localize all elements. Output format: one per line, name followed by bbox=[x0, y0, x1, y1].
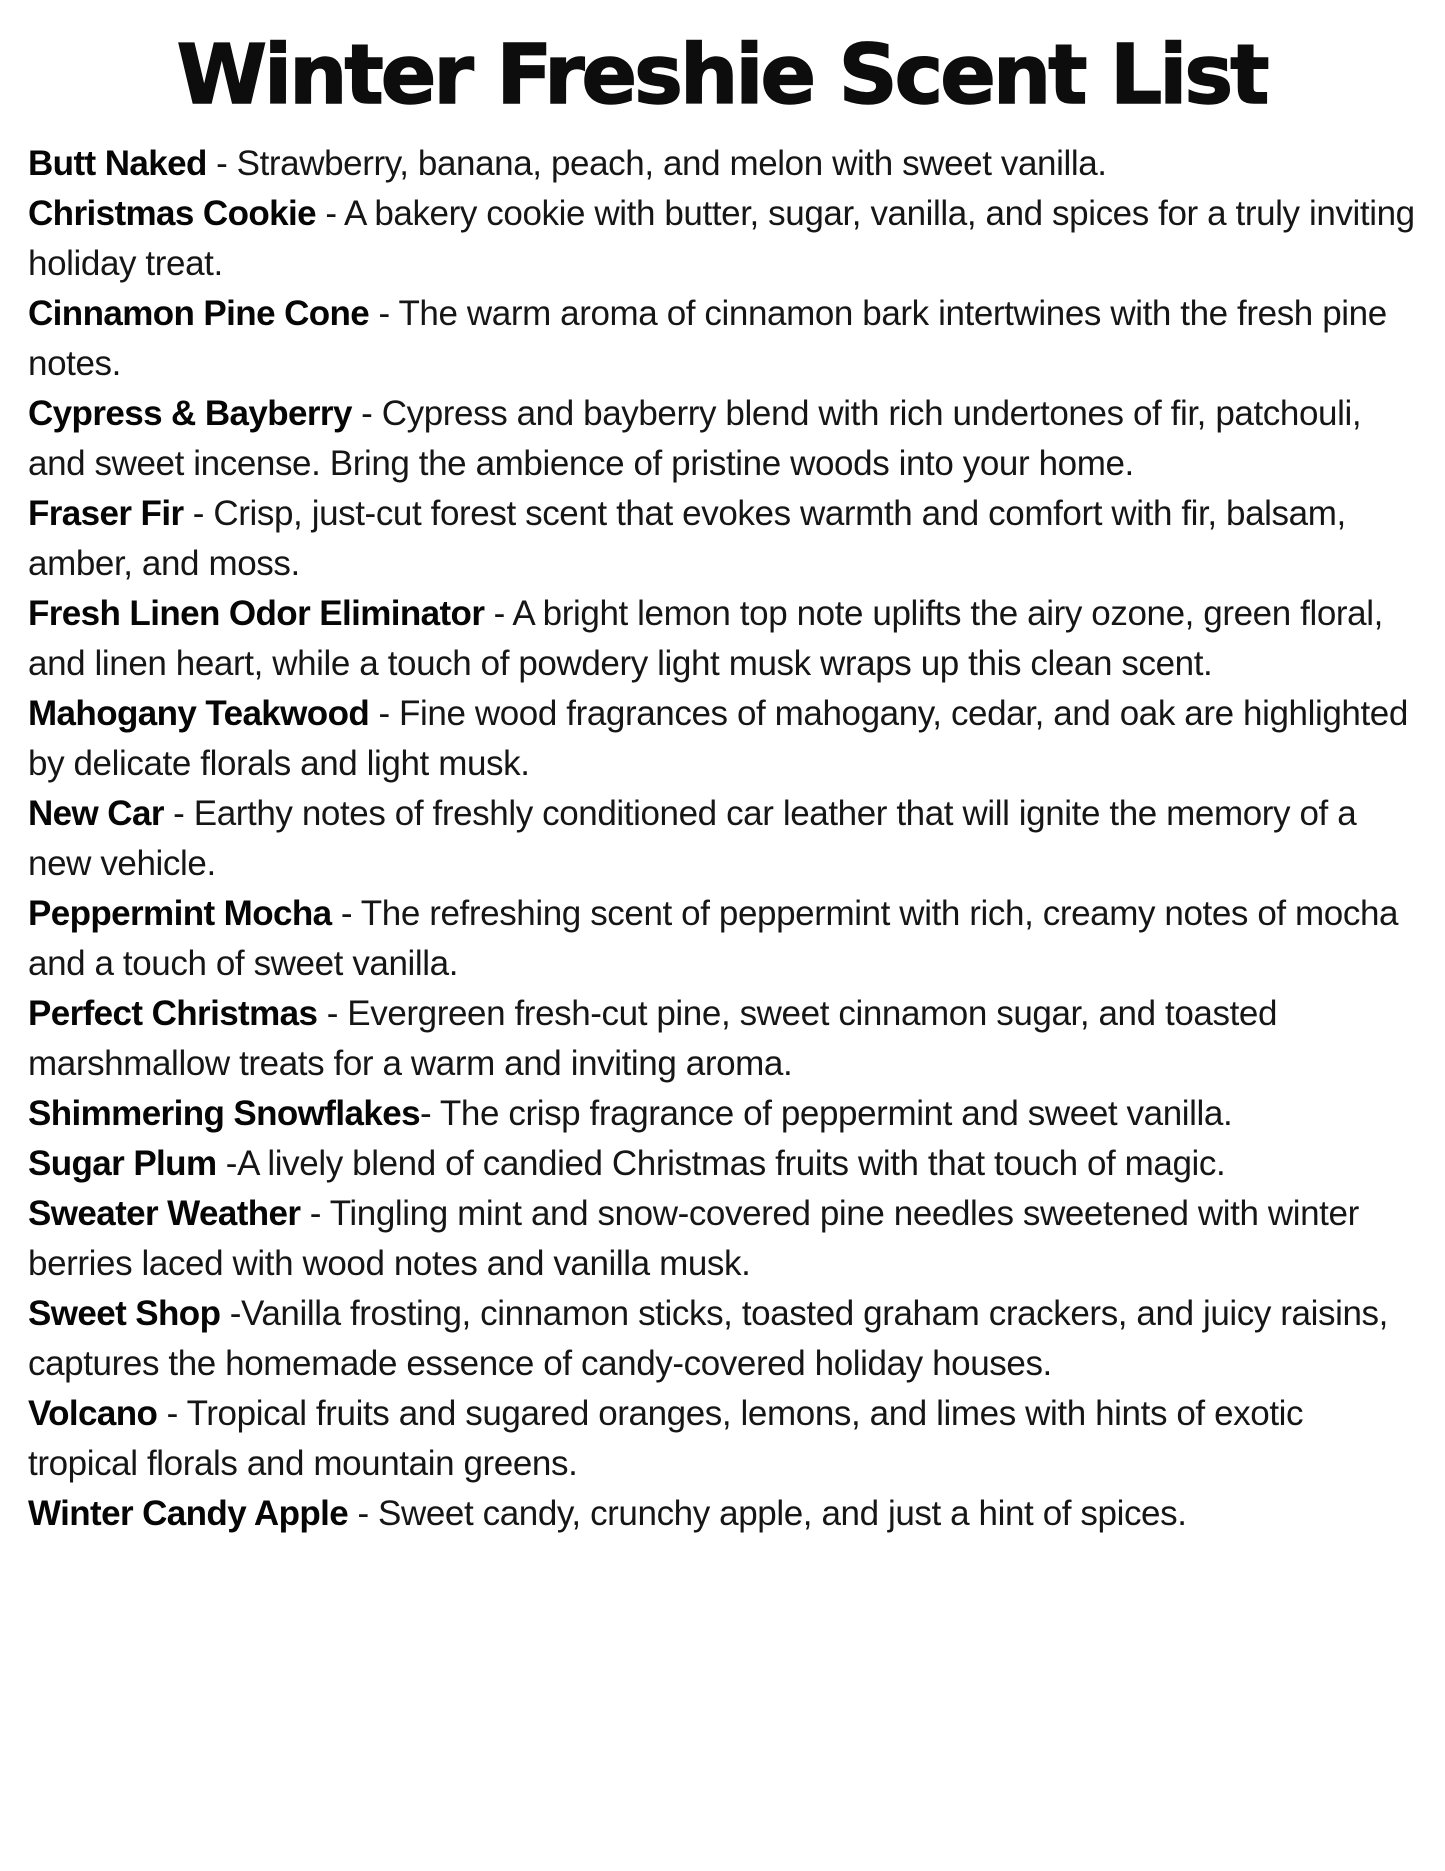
scent-description: Tingling mint and snow-covered pine needles sweetened with winter berries laced with wood notes and vanilla musk. bbox=[28, 1193, 1369, 1283]
scent-entry bbox=[28, 889, 1415, 989]
scent-description: A bright lemon top note uplifts the airy ozone, green floral, and linen heart, while a touch of powdery light musk wraps up this clean scent. bbox=[28, 593, 1393, 683]
scent-entry bbox=[28, 1289, 1415, 1389]
scent-list bbox=[28, 139, 1425, 1539]
scent-separator: - bbox=[484, 593, 513, 633]
scent-description: Tropical fruits and sugared oranges, lemons, and limes with hints of exotic tropical florals and mountain greens. bbox=[28, 1393, 1313, 1483]
scent-description: The refreshing scent of peppermint with rich, creamy notes of mocha and a touch of sweet vanilla. bbox=[28, 893, 1408, 983]
scent-description: Strawberry, banana, peach, and melon with sweet vanilla. bbox=[236, 143, 1107, 183]
scent-name: Perfect Christmas bbox=[28, 993, 318, 1033]
scent-description: Evergreen fresh-cut pine, sweet cinnamon sugar, and toasted marshmallow treats for a warm and inviting aroma. bbox=[28, 993, 1287, 1083]
scent-entry bbox=[28, 989, 1415, 1089]
scent-description: Sweet candy, crunchy apple, and just a hint of spices. bbox=[378, 1493, 1187, 1533]
scent-description: Earthy notes of freshly conditioned car leather that will ignite the memory of a new vehicle. bbox=[28, 793, 1366, 883]
scent-name: Volcano bbox=[28, 1393, 158, 1433]
scent-entry bbox=[28, 139, 1415, 189]
scent-separator: - bbox=[220, 1293, 241, 1333]
scent-separator: - bbox=[206, 143, 237, 183]
scent-description: Vanilla frosting, cinnamon sticks, toasted graham crackers, and juicy raisins, captures the homemade essence of candy-covered holiday houses. bbox=[28, 1293, 1398, 1383]
scent-separator: - bbox=[369, 293, 399, 333]
scent-entry bbox=[28, 1389, 1415, 1489]
scent-name: Christmas Cookie bbox=[28, 193, 316, 233]
scent-entry bbox=[28, 189, 1425, 289]
scent-description: A lively blend of candied Christmas fruits with that touch of magic. bbox=[237, 1143, 1226, 1183]
scent-description: The warm aroma of cinnamon bark intertwines with the fresh pine notes. bbox=[28, 293, 1397, 383]
scent-name: Sugar Plum bbox=[28, 1143, 217, 1183]
scent-separator: - bbox=[216, 1143, 238, 1183]
scent-separator: - bbox=[157, 1393, 187, 1433]
scent-entry bbox=[28, 1489, 1415, 1539]
scent-description: Cypress and bayberry blend with rich undertones of fir, patchouli, and sweet incense. Bring the ambience of pristine woods into your home. bbox=[28, 393, 1371, 483]
scent-entry bbox=[28, 589, 1415, 689]
scent-separator: - bbox=[300, 1193, 330, 1233]
scent-entry bbox=[28, 789, 1415, 889]
scent-description: Fine wood fragrances of mahogany, cedar, and oak are highlighted by delicate florals and light musk. bbox=[28, 693, 1418, 783]
scent-name: Winter Candy Apple bbox=[28, 1493, 349, 1533]
scent-separator: - bbox=[163, 793, 194, 833]
scent-name: New Car bbox=[28, 793, 164, 833]
scent-separator: - bbox=[351, 393, 382, 433]
scent-entry bbox=[28, 1139, 1415, 1189]
scent-name: Cinnamon Pine Cone bbox=[28, 293, 370, 333]
scent-separator: - bbox=[316, 193, 344, 233]
scent-separator: - bbox=[419, 1093, 440, 1133]
scent-separator: - bbox=[183, 493, 214, 533]
scent-name: Peppermint Mocha bbox=[28, 893, 332, 933]
scent-entry bbox=[28, 289, 1415, 389]
scent-name: Fraser Fir bbox=[28, 493, 184, 533]
scent-name: Fresh Linen Odor Eliminator bbox=[28, 593, 485, 633]
scent-separator: - bbox=[331, 893, 361, 933]
scent-entry bbox=[28, 489, 1415, 589]
scent-name: Sweet Shop bbox=[28, 1293, 221, 1333]
scent-description: The crisp fragrance of peppermint and sweet vanilla. bbox=[439, 1093, 1233, 1133]
scent-description: A bakery cookie with butter, sugar, vanilla, and spices for a truly inviting holiday treat. bbox=[28, 193, 1425, 283]
scent-separator: - bbox=[317, 993, 348, 1033]
scent-separator: - bbox=[348, 1493, 379, 1533]
scent-separator: - bbox=[369, 693, 400, 733]
scent-entry bbox=[28, 389, 1415, 489]
scent-name: Sweater Weather bbox=[28, 1193, 301, 1233]
scent-entry bbox=[28, 689, 1418, 789]
scent-entry bbox=[28, 1089, 1415, 1139]
scent-name: Butt Naked bbox=[28, 143, 207, 183]
page-title: Winter Freshie Scent List bbox=[176, 28, 1267, 123]
scent-name: Mahogany Teakwood bbox=[28, 693, 370, 733]
scent-description: Crisp, just-cut forest scent that evokes warmth and comfort with fir, balsam, amber, and moss. bbox=[28, 493, 1356, 583]
scent-entry bbox=[28, 1189, 1415, 1289]
scent-name: Cypress & Bayberry bbox=[28, 393, 352, 433]
scent-name: Shimmering Snowflakes bbox=[28, 1093, 420, 1133]
